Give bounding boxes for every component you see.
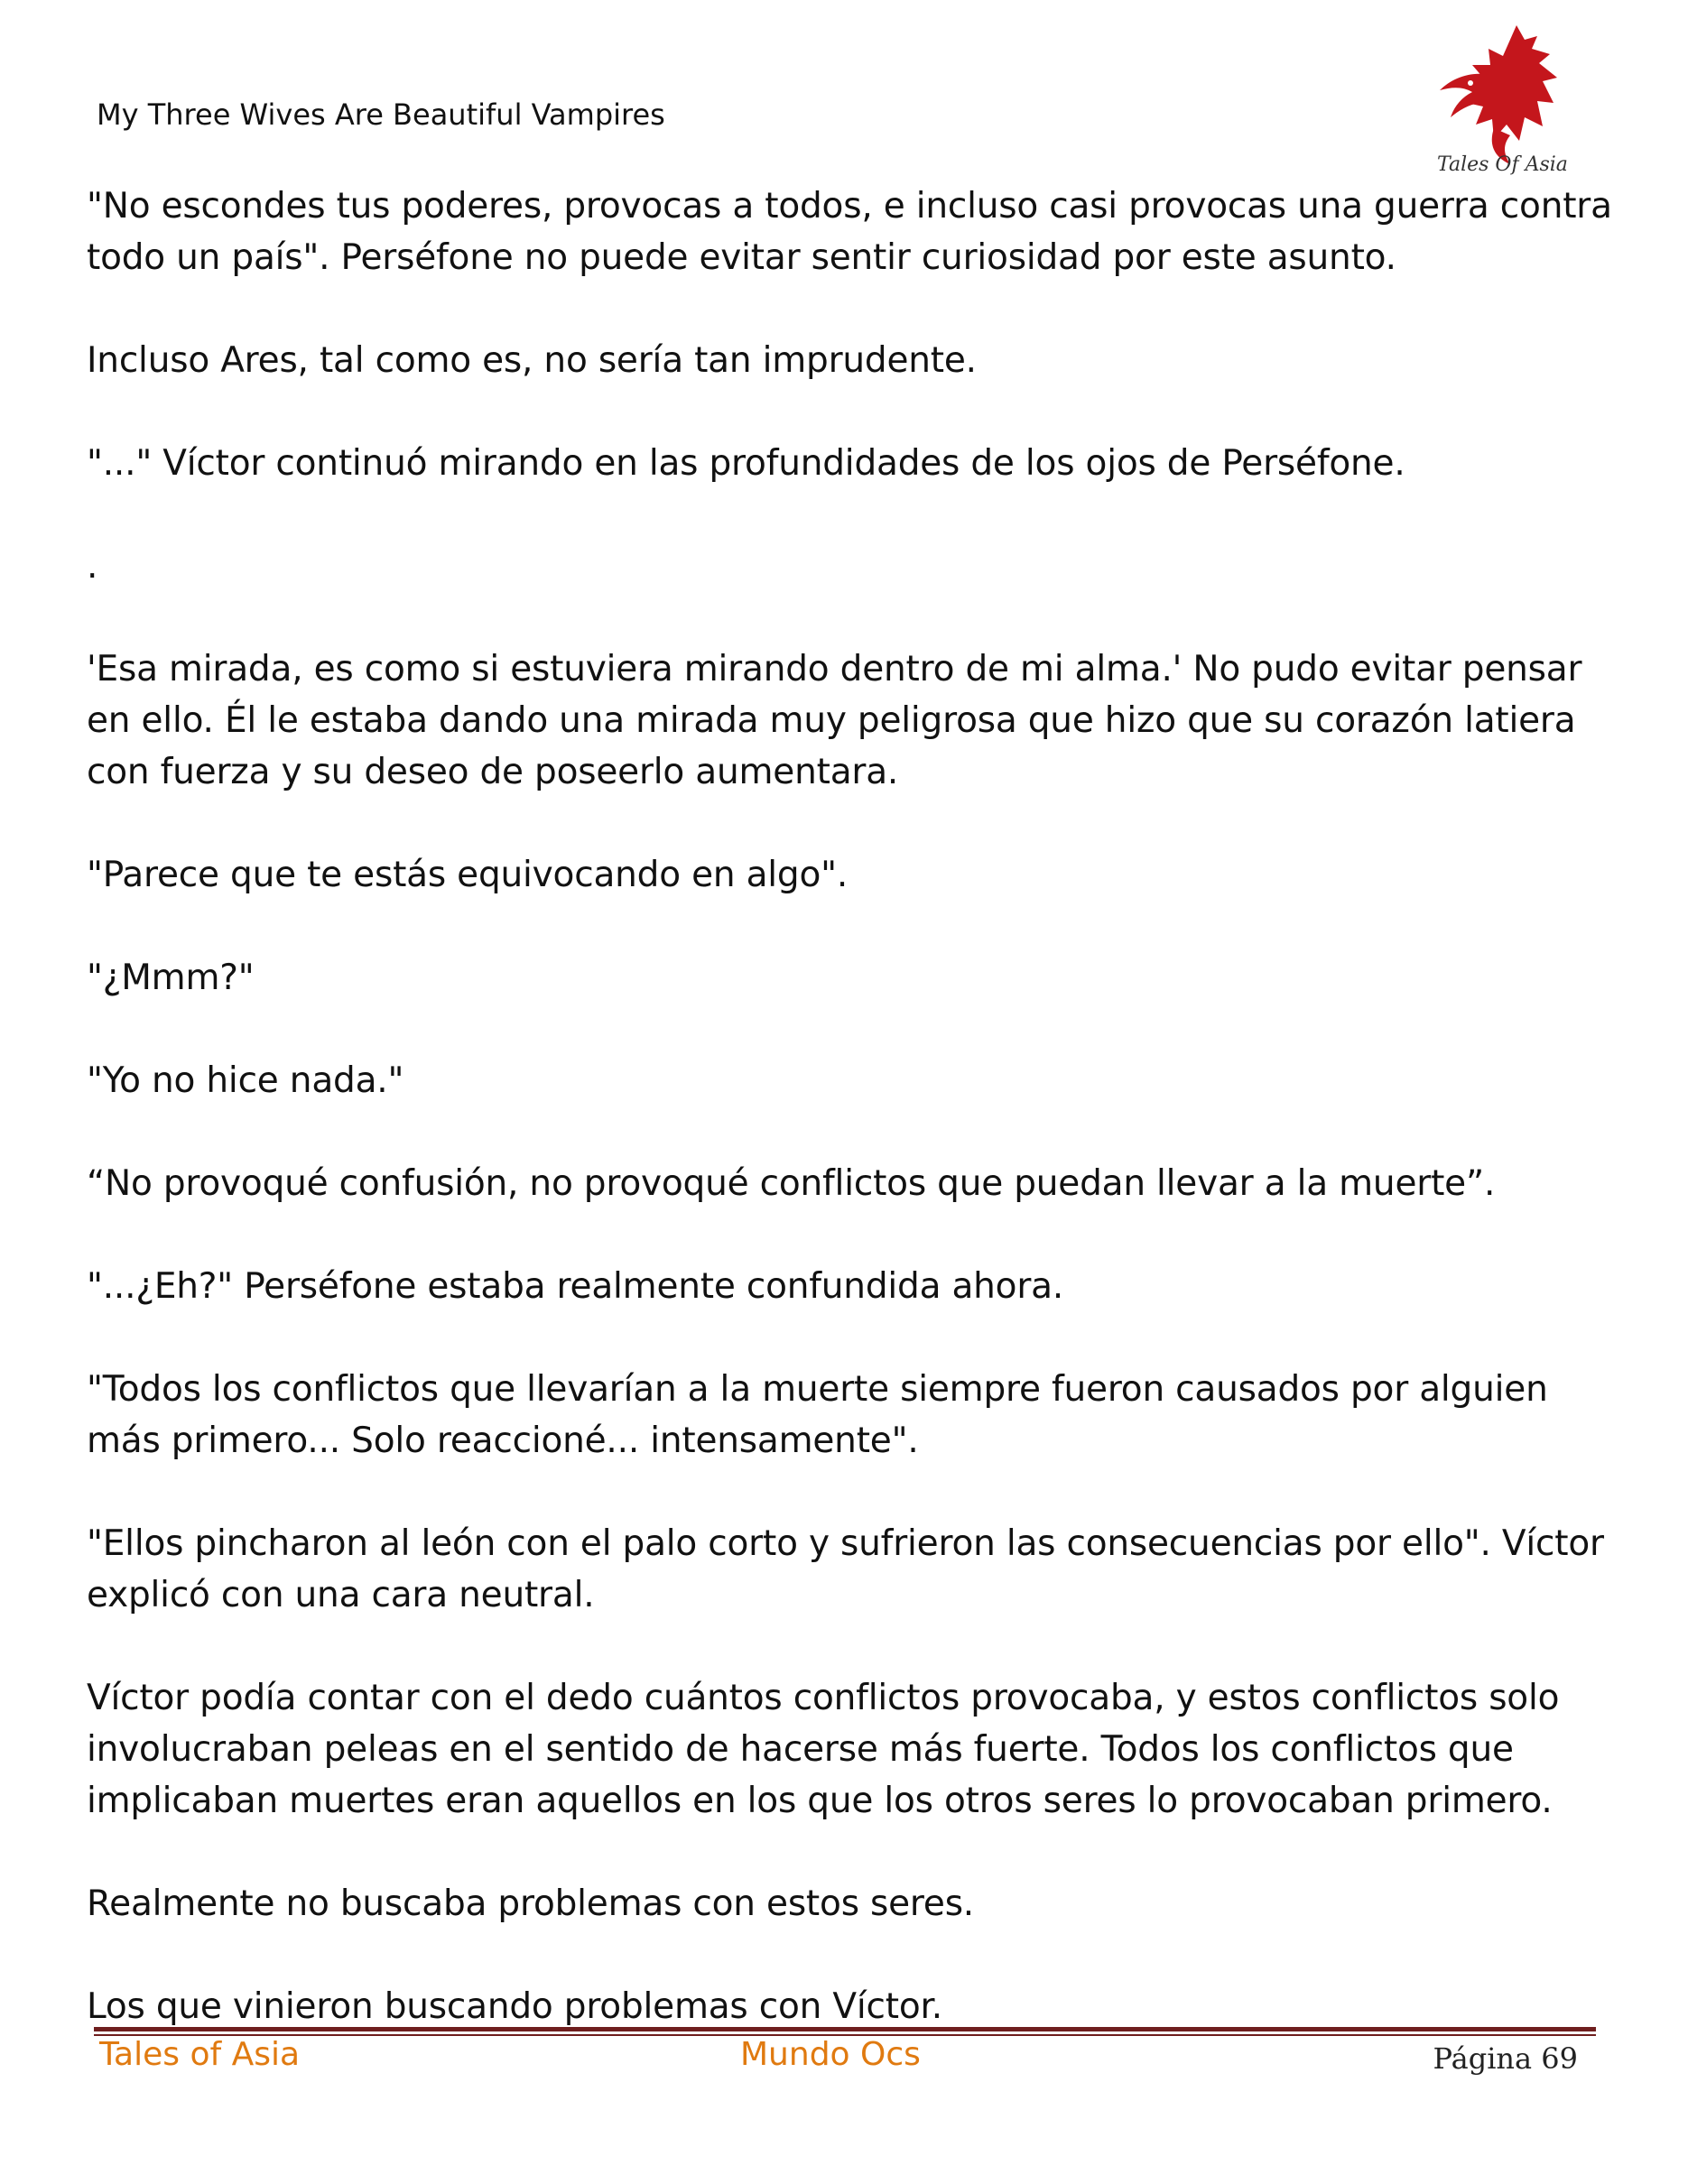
footer-group-name: Mundo Ocs (740, 2036, 921, 2073)
logo-text: Tales Of Asia (1437, 153, 1568, 176)
header-title: My Three Wives Are Beautiful Vampires (97, 97, 665, 132)
footer-divider (94, 2027, 1596, 2036)
paragraph: "Parece que te estás equivocando en algo". (87, 855, 849, 895)
paragraph: "¿Mmm?" (87, 958, 255, 998)
paragraph: . (87, 546, 98, 587)
page-body (87, 180, 1621, 2084)
paragraph: "Ellos pincharon al león con el palo corto y sufrieron las consecuencias por ello". Víctor explicó con una cara neutral. (87, 1523, 1604, 1615)
paragraph: Realmente no buscaba problemas con estos seres. (87, 1883, 975, 1924)
footer-site-name: Tales of Asia (99, 2036, 301, 2073)
paragraph: "No escondes tus poderes, provocas a todos, e incluso casi provocas una guerra contra todo un país". Perséfone no puede evitar sentir curiosidad por este asunto. (87, 186, 1612, 278)
paragraph: Los que vinieron buscando problemas con Víctor. (87, 1986, 942, 2027)
paragraph: Víctor podía contar con el dedo cuántos conflictos provocaba, y estos conflictos solo involucraban peleas en el sentido de hacerse más fuerte. Todos los conflictos que implicaban muertes eran aquellos en los que los otros seres lo provocaban primero. (87, 1678, 1560, 1821)
paragraph: "Yo no hice nada." (87, 1060, 404, 1101)
paragraph: "Todos los conflictos que llevarían a la muerte siempre fueron causados por alguien más primero... Solo reaccioné... intensamente". (87, 1369, 1548, 1461)
paragraph: “No provoqué confusión, no provoqué conflictos que puedan llevar a la muerte”. (87, 1163, 1496, 1204)
paragraph: "...¿Eh?" Perséfone estaba realmente confundida ahora. (87, 1266, 1064, 1307)
paragraph: 'Esa mirada, es como si estuviera mirando dentro de mi alma.' No pudo evitar pensar en ello. Él le estaba dando una mirada muy peligrosa que hizo que su corazón latiera con fuerza y su deseo de poseerlo aumentara. (87, 649, 1582, 792)
paragraph: Incluso Ares, tal como es, no sería tan imprudente. (87, 340, 977, 381)
paragraph: "..." Víctor continuó mirando en las profundidades de los ojos de Perséfone. (87, 443, 1405, 484)
page-number: Página 69 (1433, 2041, 1578, 2076)
